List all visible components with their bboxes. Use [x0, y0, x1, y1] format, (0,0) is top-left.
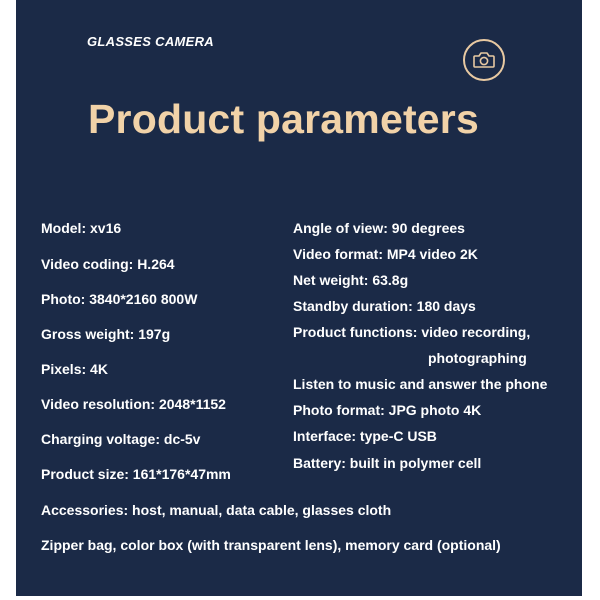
spec-video-format: Video format: MP4 video 2K — [293, 246, 478, 262]
spec-charging-voltage: Charging voltage: dc-5v — [41, 431, 201, 447]
page-title: Product parameters — [88, 96, 479, 142]
product-panel — [16, 0, 582, 596]
spec-photo: Photo: 3840*2160 800W — [41, 291, 198, 307]
spec-accessories-cont: Zipper bag, color box (with transparent lens), memory card (optional) — [41, 537, 501, 553]
camera-icon — [463, 39, 505, 81]
spec-battery: Battery: built in polymer cell — [293, 455, 482, 471]
spec-listen-music: Listen to music and answer the phone — [293, 376, 548, 392]
spec-gross-weight: Gross weight: 197g — [41, 326, 171, 342]
spec-product-functions-cont: photographing — [428, 350, 527, 366]
spec-accessories: Accessories: host, manual, data cable, glasses cloth — [41, 502, 392, 518]
spec-video-coding: Video coding: H.264 — [41, 256, 175, 272]
spec-product-size: Product size: 161*176*47mm — [41, 466, 231, 482]
spec-photo-format: Photo format: JPG photo 4K — [293, 402, 482, 418]
spec-interface: Interface: type-C USB — [293, 428, 437, 444]
brand-label: GLASSES CAMERA — [87, 34, 214, 49]
spec-net-weight: Net weight: 63.8g — [293, 272, 409, 288]
spec-pixels: Pixels: 4K — [41, 361, 108, 377]
spec-angle-of-view: Angle of view: 90 degrees — [293, 220, 465, 236]
spec-model: Model: xv16 — [41, 220, 122, 236]
spec-video-resolution: Video resolution: 2048*1152 — [41, 396, 226, 412]
spec-standby-duration: Standby duration: 180 days — [293, 298, 476, 314]
spec-product-functions: Product functions: video recording, — [293, 324, 531, 340]
